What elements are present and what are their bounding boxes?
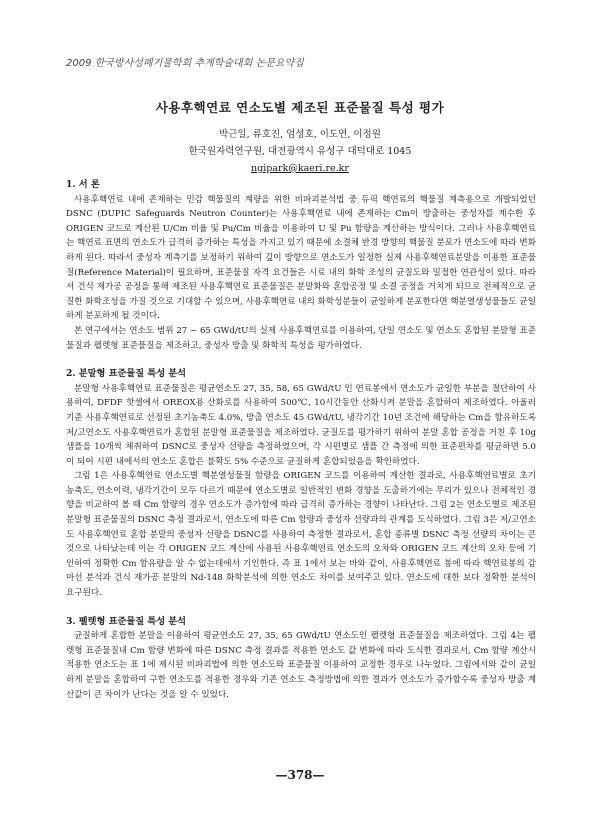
paragraph: 균질하게 혼합한 분말을 이용하여 평균연소도 27, 35, 65 GWd/tU 연소도인 펠렛형 표준물질을 제조하였다. 그림 4는 펠렛형 표준물질내 Cm 함량 변화에 따른 DSNC 측정 결과를 적용한 연소도 값 변화에 따라 도식한 결과로서, Cm 함량 계산시 적용한 연소도는 표 1에 제시된 비파괴법에 의한 연소도와 표준물질 이용하여 교정한 경우로 나누었다. 그림에서와 같이 균일하게 분말을 혼합하여 구한 연소도를 적용한 경우와 기존 연소도 측정방법에 의한 결과가 연소도가 증가할수록 중성자 방출 계산값이 큰 차이가 난다는 것을 알 수 있었다. bbox=[66, 631, 536, 700]
page-number: —378— bbox=[275, 768, 325, 782]
section-heading: 3. 펠렛형 표준물질 특성 분석 bbox=[66, 615, 187, 627]
author-block bbox=[0, 126, 600, 177]
section-pellet-analysis bbox=[66, 615, 536, 703]
paragraph: 분말형 사용후핵연료 표준물질은 평균연소도 27, 35, 58, 65 GWd/tU 인 연료봉에서 연소도가 균일한 부분을 절단하여 사용하여, DFDF 핫셀에서 OREOX용 산화로를 사용하여 500℃, 10시간동안 산화시켜 분말을 혼합하여 제조하였다. 아울러 기준 사용후핵연료로 선정된 초기농축도 4.0%, 방출 연소도 45 GWd/tU, 냉각기간 10년 조건에 해당하는 Cm을 함유하도록 저/고연소도 사용후핵연료가 혼합된 분말형 표준물질을 제조하였다. 균질도를 평가하기 위하여 분말 혼합 공정을 거친 후 10g 샘플을 10개씩 채취하여 DSNC로 중성자 선량을 측정하였으며, 각 시편별로 샘플 간 측정에 의한 표준편차를 평균하면 5.0 이 되어 시편 내에서의 연소도 혼합은 불확도 5% 수준으로 균질하게 혼합되었음을 확인하였다. bbox=[66, 383, 536, 467]
section-introduction bbox=[66, 178, 536, 353]
paragraph: 그림 1은 사용후핵연료 연소도별 핵분열성물질 함량을 ORIGEN 코드를 이용하여 계산한 결과로, 사용후핵연료별로 초기 농축도, 연소이력, 냉각기간이 모두 다르기 때문에 연소도별로 일반적인 변화 경향을 도출하기에는 무리가 있으나 전체적인 경향을 비교하여 볼 때 Cm 함량의 경우 연소도가 증가함에 따라 급격히 증가하는 경향이 나타난다. 그림 2는 연소도별로 제조된 분말형 표준물질의 DSNC 측정 결과로서, 연소도에 따른 Cm 함량과 중성자 선량과의 관계를 도식하였다. 그림 3은 저/고연소도 사용후핵연료 혼합 분말의 중성자 선량을 DSNC를 사용하여 측정한 결과로서, 혼합 종류별 DSNC 측정 선량의 차이는 큰 것으로 나타났는데 이는 각 ORIGEN 코드 계산에 사용된 사용후핵연료 연소도의 오차와 ORIGEN 코드 계산의 오차 등에 기인하여 정확한 Cm 함유량을 알 수 없는데에서 기인한다. 즉 표 1에서 보는 바와 같이, 사용후핵연료 봉에 따라 핵연료봉의 감마선 분석과 건식 재가공 분말의 Nd-148 화학분석에 의한 연소도 차이를 보여주고 있다. 연소도에 대한 보다 정확한 분석이 요구된다. bbox=[66, 471, 536, 599]
paper-title: 사용후핵연료 연소도별 제조된 표준물질 특성 평가 bbox=[155, 100, 445, 115]
author-email[interactable]: ngipark@kaeri.re.kr bbox=[251, 163, 349, 174]
author-names: 박근일, 류호진, 엄성호, 이도연, 이정원 bbox=[219, 129, 381, 140]
section-powder-analysis bbox=[66, 367, 536, 601]
section-heading: 1. 서 론 bbox=[66, 179, 100, 190]
paper-body bbox=[66, 178, 536, 702]
paragraph: 본 연구에서는 연소도 범위 27 ~ 65 GWd/tU의 실제 사용후핵연료를 이용하여, 단일 연소도 및 연소도 혼합된 분말형 표준물질과 펠렛형 표준물질을 제조하고, 중성자 방출 및 화학적 특성을 평가하였다. bbox=[66, 325, 536, 351]
paragraph: 사용후핵연료 내에 존재하는 민감 핵물질의 계량을 위한 비파괴분석법 중 듀픽 핵연료의 핵물질 계측용으로 개발되었던 DSNC (DUPIC Safeguards Neutron Counter)는 사용후핵연료 내에 존재하는 Cm이 방출하는 중성자를 계수한 후 ORIGEN 코드로 계산된 U/Cm 비율 및 Pu/Cm 비율을 이용하여 U 및 Pu 함량을 계산하는 방식이다. 그러나 사용후핵연료는 핵연료 표면의 연소도가 급격히 증가하는 특성을 가지고 있기 때문에 소결체 반경 방향의 핵물질 분포가 연소도에 따라 변화하게 된다. 따라서 중성자 계측기를 보정하기 위하여 깊이 방향으로 연소도가 일정한 실제 사용후핵연료분말을 이용한 표준물질(Reference Material)이 필요하며, 표준물질 자격 요건들은 시료 내의 화학 조성의 균질도와 밀접한 연관성이 있다. 따라서 건식 재가공 공정을 통해 제조된 사용후핵연료 표준물질은 분말화와 혼합공정 및 소결 공정을 거치게 되므로 전체적으로 균질한 화학조성을 가질 것으로 기대할 수 있으며, 사용후핵연료 내의 화학성분들이 균일하게 분포한다면 핵분열생성물들도 균일하게 분포하게 될 것이다. bbox=[66, 194, 536, 322]
section-heading: 2. 분말형 표준물질 특성 분석 bbox=[66, 368, 187, 380]
author-affiliation: 한국원자력연구원, 대전광역시 유성구 대덕대로 1045 bbox=[188, 146, 412, 157]
conference-header: 2009 한국방사성폐기물학회 추계학술대회 논문요약집 bbox=[66, 58, 304, 69]
